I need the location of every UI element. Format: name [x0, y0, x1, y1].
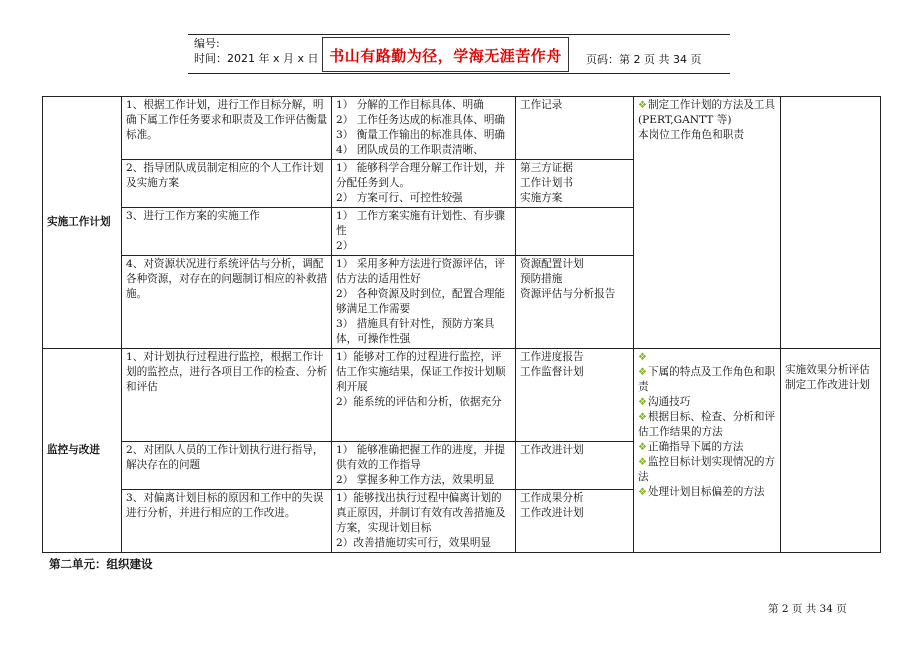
output-cell: 工作成果分析 工作改进计划: [516, 490, 634, 553]
criteria-item: 2）改善措施切实可行，效果明显: [336, 537, 492, 549]
criteria-item: 1） 工作方案实施有计划性、有步骤性: [336, 210, 506, 237]
criteria-item: 2） 各种资源及时到位，配置合理能够满足工作需要: [336, 288, 506, 315]
criteria-item: 3） 措施具有针对性，预防方案具体，可操作性强: [336, 318, 495, 345]
knowledge-item: 本岗位工作角色和职责: [638, 129, 744, 141]
header-top-rule: [188, 34, 730, 35]
table-row: [43, 349, 881, 442]
task-cell: 2、指导团队成员制定相应的个人工作计划及实施方案: [122, 160, 332, 208]
task-cell: 1、根据工作计划，进行工作目标分解，明确下属工作任务要求和职责及工作评估衡量标准。: [122, 97, 332, 160]
knowledge-item: ❖下属的特点及工作角色和职责: [638, 366, 776, 393]
output-cell: 资源配置计划 预防措施 资源评估与分析报告: [516, 256, 634, 349]
unit-title: 第二单元：组织建设: [49, 557, 153, 571]
criteria-item: 1） 能够准确把握工作的进度，并提供有效的工作指导: [336, 444, 506, 471]
task-cell: 4、对资源状况进行系统评估与分析，调配各种资源，对存在的问题制订相应的补救措施。: [122, 256, 332, 349]
knowledge-item: ❖沟通技巧: [638, 396, 691, 408]
diamond-bullet-icon: ❖: [638, 397, 647, 408]
phase-cell: 实施工作计划: [43, 97, 122, 349]
criteria-item: 1） 采用多种方法进行资源评估，评估方法的适用性好: [336, 258, 506, 285]
table-row: [43, 97, 881, 160]
criteria-cell: [332, 349, 516, 442]
task-cell: 3、对偏离计划目标的原因和工作中的失误进行分析，并进行相应的工作改进。: [122, 490, 332, 553]
diamond-bullet-icon: ❖: [638, 367, 647, 378]
header-page-number: 页码：第 2 页 共 34 页: [586, 53, 702, 66]
method-cell: [781, 97, 881, 349]
criteria-item: 1）能够对工作的过程进行监控，评估工作实施结果，保证工作按计划顺利开展: [336, 351, 506, 393]
knowledge-item: ❖制定工作计划的方法及工具(PERT,GANTT 等): [638, 99, 776, 126]
output-cell: 工作记录: [516, 97, 634, 160]
criteria-cell: [332, 97, 516, 160]
criteria-item: 2）能系统的评估和分析，依据充分: [336, 396, 502, 408]
knowledge-item: ❖根据目标、检查、分析和评估工作结果的方法: [638, 411, 776, 438]
task-cell: 1、对计划执行过程进行监控，根据工作计划的监控点，进行各项目工作的检查、分析和评估: [122, 349, 332, 442]
criteria-item: 1） 能够科学合理分解工作计划，并分配任务到人。: [336, 162, 506, 189]
knowledge-item: [638, 350, 777, 365]
knowledge-item: ❖监控目标计划实现情况的方法: [638, 456, 776, 483]
knowledge-item: ❖正确指导下属的方法: [638, 441, 744, 453]
diamond-bullet-icon: ❖: [638, 412, 647, 423]
criteria-cell: [332, 160, 516, 208]
criteria-item: 1） 分解的工作目标具体、明确: [336, 99, 484, 111]
diamond-bullet-icon: ❖: [638, 487, 647, 498]
method-cell: 实施效果分析评估 制定工作改进计划: [781, 349, 881, 553]
time-label: 时间：2021 年 x 月 x 日: [194, 52, 319, 65]
knowledge-item: ❖处理计划目标偏差的方法: [638, 486, 765, 498]
criteria-item: 4） 团队成员的工作职责清晰、: [336, 144, 484, 156]
output-cell: 第三方证据 工作计划书 实施方案: [516, 160, 634, 208]
diamond-bullet-icon: ❖: [638, 100, 647, 111]
criteria-cell: [332, 490, 516, 553]
criteria-item: 2） 掌握多种工作方法，效果明显: [336, 474, 495, 486]
criteria-item: 2）: [336, 240, 354, 252]
serial-label: 编号:: [194, 37, 220, 50]
criteria-item: 3） 衡量工作输出的标准具体、明确: [336, 129, 506, 141]
knowledge-cell: [634, 97, 781, 349]
header-meta: [194, 36, 319, 66]
output-cell: 工作进度报告 工作监督计划: [516, 349, 634, 442]
criteria-item: 2） 方案可行、可控性较强: [336, 192, 463, 204]
motto-text: 书山有路勤为径，学海无涯苦作舟: [329, 47, 562, 65]
page-footer: 第 2 页 共 34 页: [768, 603, 847, 615]
phase-cell: 监控与改进: [43, 349, 122, 553]
criteria-item: 2） 工作任务达成的标准具体、明确: [336, 114, 506, 126]
criteria-cell: [332, 208, 516, 256]
page-header: [188, 34, 730, 74]
diamond-bullet-icon: ❖: [638, 352, 647, 363]
output-cell: 工作改进计划: [516, 442, 634, 490]
knowledge-cell: [634, 349, 781, 553]
criteria-cell: [332, 256, 516, 349]
competency-table: [42, 96, 881, 553]
diamond-bullet-icon: ❖: [638, 457, 647, 468]
criteria-cell: [332, 442, 516, 490]
task-cell: 3、进行工作方案的实施工作: [122, 208, 332, 256]
header-bottom-rule: [188, 73, 730, 74]
criteria-item: 1）能够找出执行过程中偏离计划的真正原因，并制订有效有改善措施及方案，实现计划目标: [336, 492, 506, 534]
diamond-bullet-icon: ❖: [638, 442, 647, 453]
output-cell: [516, 208, 634, 256]
task-cell: 2、对团队人员的工作计划执行进行指导，解决存在的问题: [122, 442, 332, 490]
motto-box: [322, 37, 569, 72]
